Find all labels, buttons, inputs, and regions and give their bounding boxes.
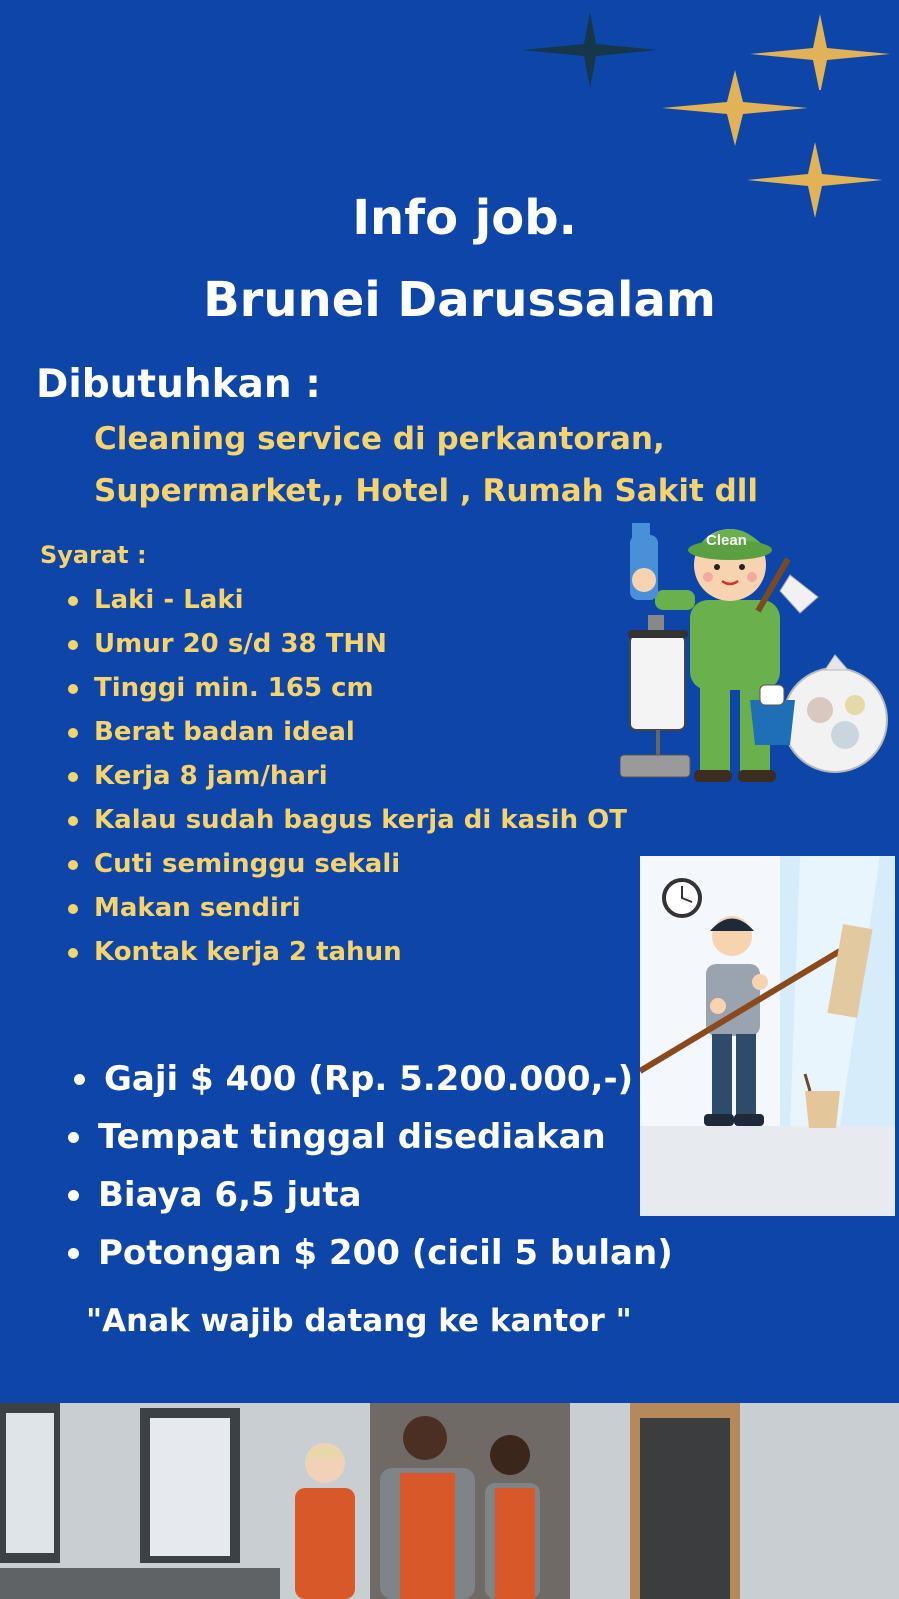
- cleaning-staff-photo: [0, 1403, 899, 1599]
- requirement-item: Laki - Laki: [66, 578, 627, 622]
- cleaner-illustration: [620, 505, 895, 795]
- requirement-item: Kalau sudah bagus kerja di kasih OT: [66, 798, 627, 842]
- cap-label: Clean: [706, 532, 747, 549]
- requirement-item: Cuti seminggu sekali: [66, 842, 627, 886]
- benefit-item: Gaji $ 400 (Rp. 5.200.000,-): [66, 1050, 673, 1108]
- requirement-item: Umur 20 s/d 38 THN: [66, 622, 627, 666]
- benefit-item: Potongan $ 200 (cicil 5 bulan): [66, 1224, 673, 1282]
- star-dark-icon: [520, 10, 660, 90]
- page-title-line-2: Brunei Darussalam: [203, 272, 716, 328]
- requirements-heading: Syarat :: [40, 541, 147, 569]
- needed-line-1: Cleaning service di perkantoran,: [94, 421, 665, 457]
- requirements-list: [66, 578, 627, 974]
- requirement-item: Berat badan ideal: [66, 710, 627, 754]
- needed-heading: Dibutuhkan :: [36, 362, 321, 407]
- requirement-item: Kerja 8 jam/hari: [66, 754, 627, 798]
- benefit-item: Tempat tinggal disediakan: [66, 1108, 673, 1166]
- page-title-line-1: Info job.: [352, 190, 577, 246]
- star-gold-icon: [660, 68, 810, 148]
- window-cleaner-illustration: [640, 856, 895, 1216]
- needed-line-2: Supermarket,, Hotel , Rumah Sakit dll: [94, 473, 759, 509]
- requirement-item: Tinggi min. 165 cm: [66, 666, 627, 710]
- benefit-item: Biaya 6,5 juta: [66, 1166, 673, 1224]
- benefits-list: [66, 1050, 673, 1282]
- requirement-item: Makan sendiri: [66, 886, 627, 930]
- requirement-item: Kontak kerja 2 tahun: [66, 930, 627, 974]
- footer-quote: "Anak wajib datang ke kantor ": [86, 1303, 632, 1339]
